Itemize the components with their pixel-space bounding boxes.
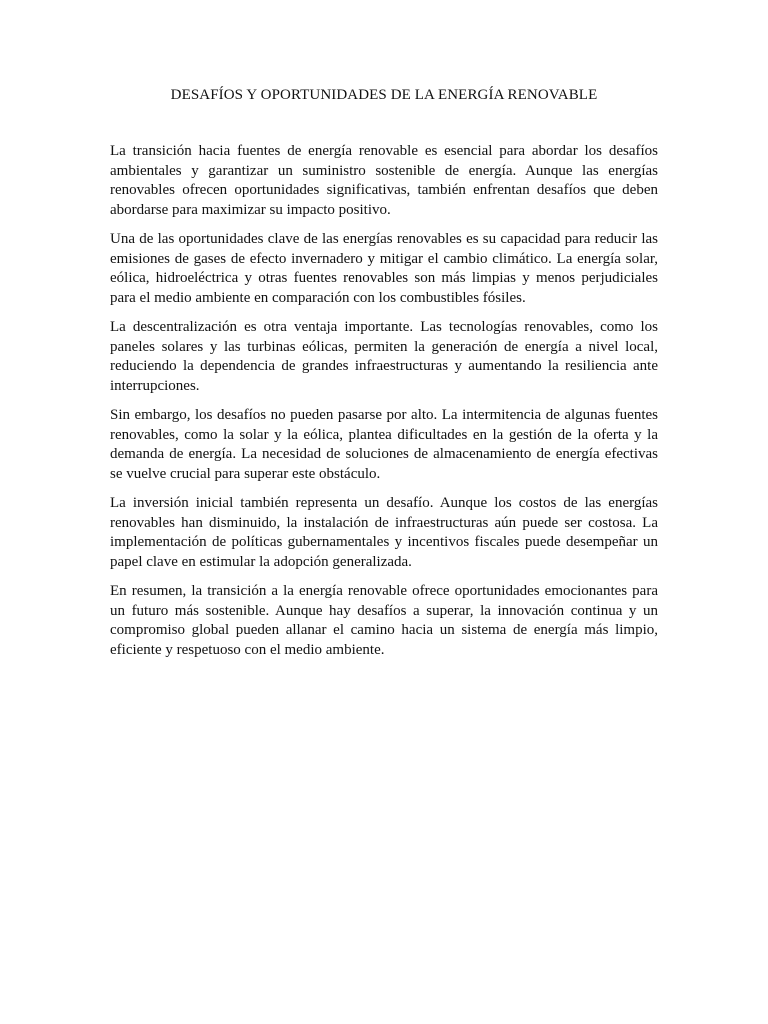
paragraph-emissions-opportunity: Una de las oportunidades clave de las energías renovables es su capacidad para reducir las emisiones de gases de efecto invernadero y mitigar el cambio climático. La energía solar, eólica, hidroeléctrica y otras fuentes renovables son más limpias y menos perjudiciales para el medio ambiente en comparación con los combustibles fósiles. xyxy=(110,231,658,306)
paragraph-intermittency-challenge: Sin embargo, los desafíos no pueden pasarse por alto. La intermitencia de algunas fuentes renovables, como la solar y la eólica, plantea dificultades en la gestión de la oferta y la demanda de energía. La necesidad de soluciones de almacenamiento de energía efectivas se vuelve crucial para superar este obstáculo. xyxy=(110,407,658,482)
paragraph-conclusion: En resumen, la transición a la energía renovable ofrece oportunidades emocionantes para un futuro más sostenible. Aunque hay desafíos a superar, la innovación continua y un compromiso global pueden allanar el camino hacia un sistema de energía más limpio, eficiente y respetuoso con el medio ambiente. xyxy=(110,583,658,658)
paragraph-introduction: La transición hacia fuentes de energía renovable es esencial para abordar los desafíos ambientales y garantizar un suministro sostenible de energía. Aunque las energías renovables ofrecen oportunidades significativas, también enfrentan desafíos que deben abordarse para maximizar su impacto positivo. xyxy=(110,143,658,218)
document-title: DESAFÍOS Y OPORTUNIDADES DE LA ENERGÍA RENOVABLE xyxy=(170,87,598,103)
paragraph-investment-challenge: La inversión inicial también representa un desafío. Aunque los costos de las energías renovables han disminuido, la instalación de infraestructuras aún puede ser costosa. La implementación de políticas gubernamentales y incentivos fiscales puede desempeñar un papel clave en estimular la adopción generalizada. xyxy=(110,495,658,570)
document-body xyxy=(110,142,658,670)
paragraph-decentralization: La descentralización es otra ventaja importante. Las tecnologías renovables, como los paneles solares y las turbinas eólicas, permiten la generación de energía a nivel local, reduciendo la dependencia de grandes infraestructuras y aumentando la resiliencia ante interrupciones. xyxy=(110,319,658,394)
